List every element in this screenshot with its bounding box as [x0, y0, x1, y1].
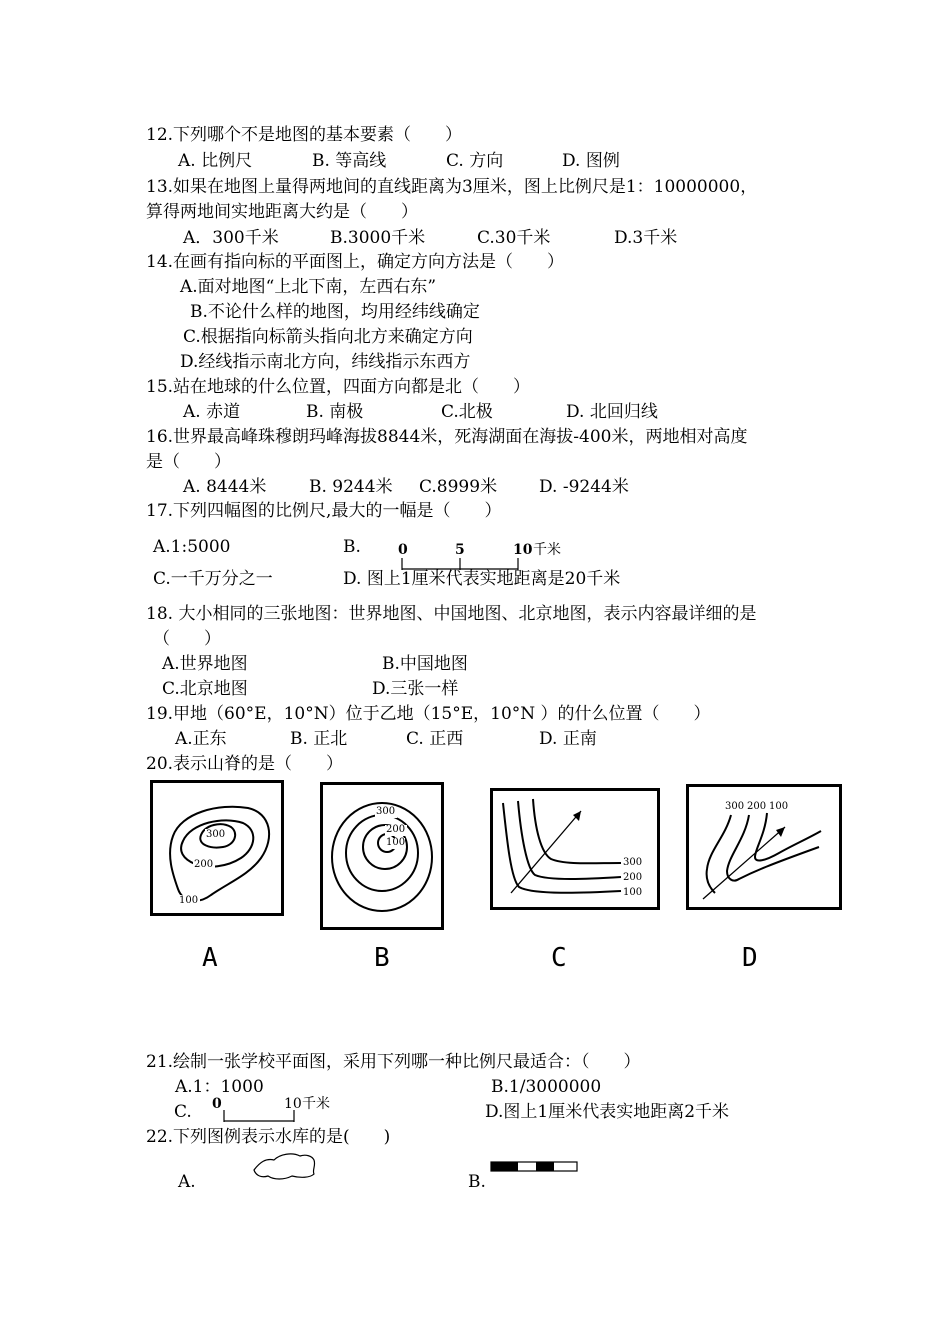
- q17-option-a: A.1:5000: [153, 537, 231, 557]
- q16-stem-line2: 是（ ）: [146, 452, 231, 472]
- q18-stem-line1: 18. 大小相同的三张地图：世界地图、中国地图、北京地图，表示内容最详细的是: [146, 604, 757, 624]
- figure-letter-a: A: [202, 943, 218, 973]
- q12-option-b: B. 等高线: [312, 151, 387, 171]
- q21-option-b: B.1/3000000: [491, 1077, 602, 1097]
- q17-scale-tick-5: 5: [455, 542, 465, 558]
- railway-symbol: [490, 1160, 580, 1174]
- q18-option-b: B.中国地图: [382, 654, 468, 674]
- contour-map-a: [150, 780, 284, 916]
- q21-scale-bar: [222, 1108, 302, 1124]
- q17-scale-tick-10: 10: [513, 542, 533, 558]
- contour-map-c: [490, 788, 660, 910]
- q14-option-a: A.面对地图“上北下南，左西右东”: [180, 277, 437, 297]
- q15-stem: 15.站在地球的什么位置，四面方向都是北（ ）: [146, 377, 531, 397]
- q16-option-d: D. -9244米: [539, 477, 629, 497]
- q13-option-c: C.30千米: [477, 228, 551, 248]
- contour-b-label-200: 200: [386, 824, 406, 835]
- contour-d-label-200: 200: [747, 801, 767, 812]
- contour-c-label-100: 100: [623, 887, 643, 898]
- contour-d-label-100: 100: [769, 801, 789, 812]
- q14-stem: 14.在画有指向标的平面图上，确定方向方法是（ ）: [146, 252, 565, 272]
- contour-a-label-100: 100: [179, 895, 199, 906]
- q22-option-b-label: B.: [468, 1172, 486, 1192]
- q15-option-d: D. 北回归线: [566, 402, 658, 422]
- q21-option-a: A.1：1000: [175, 1077, 264, 1097]
- contour-a-label-200: 200: [194, 859, 214, 870]
- q19-stem: 19.甲地（60°E，10°N）位于乙地（15°E，10°N ）的什么位置（ ）: [146, 704, 711, 724]
- q14-option-b: B.不论什么样的地图，均用经纬线确定: [190, 302, 480, 322]
- q21-scale-tick-10: 10: [284, 1096, 302, 1112]
- q21-scale-unit: 千米: [302, 1096, 330, 1112]
- q15-option-a: A. 赤道: [183, 402, 241, 422]
- q17-stem: 17.下列四幅图的比例尺,最大的一幅是（ ）: [146, 501, 502, 521]
- q15-option-b: B. 南极: [306, 402, 364, 422]
- q12-option-a: A. 比例尺: [178, 151, 253, 171]
- contour-c-label-200: 200: [623, 872, 643, 883]
- figure-letter-d: D: [742, 943, 758, 973]
- q19-option-d: D. 正南: [539, 729, 597, 749]
- q12-option-d: D. 图例: [562, 151, 620, 171]
- q13-stem-line2: 算得两地间实地距离大约是（ ）: [146, 202, 418, 222]
- contour-b-label-100: 100: [386, 837, 406, 848]
- contour-a-label-300: 300: [206, 829, 226, 840]
- figure-letter-c: C: [551, 943, 567, 973]
- q22-stem: 22.下列图例表示水库的是( ): [146, 1127, 391, 1147]
- contour-map-d: [686, 784, 842, 910]
- q22-option-a-label: A.: [178, 1172, 196, 1192]
- q16-option-b: B. 9244米: [309, 477, 393, 497]
- q20-stem: 20.表示山脊的是（ ）: [146, 754, 344, 774]
- q18-option-a: A.世界地图: [162, 654, 248, 674]
- q16-stem-line1: 16.世界最高峰珠穆朗玛峰海拔8844米，死海湖面在海拔-400米，两地相对高度: [146, 427, 748, 447]
- contour-b-label-300: 300: [376, 806, 396, 817]
- q14-option-d: D.经线指示南北方向，纬线指示东西方: [180, 352, 471, 372]
- q17-option-b-label: B.: [343, 537, 361, 557]
- contour-d-label-300: 300: [725, 801, 745, 812]
- q21-option-d: D.图上1厘米代表实地距离2千米: [485, 1102, 730, 1122]
- q17-option-d: D. 图上1厘米代表实地距离是20千米: [343, 569, 621, 589]
- q15-option-c: C.北极: [441, 402, 493, 422]
- q17-option-c: C.一千万分之一: [153, 569, 273, 589]
- q18-stem-line2: （ ）: [153, 629, 221, 649]
- q21-stem: 21.绘制一张学校平面图，采用下列哪一种比例尺最适合：（ ）: [146, 1052, 641, 1072]
- q21-option-c-label: C.: [174, 1102, 192, 1122]
- q19-option-a: A.正东: [175, 729, 227, 749]
- contour-c-label-300: 300: [623, 857, 643, 868]
- q17-scale-unit: 千米: [533, 542, 561, 558]
- q18-option-d: D.三张一样: [372, 679, 459, 699]
- q13-stem-line1: 13.如果在地图上量得两地间的直线距离为3厘米，图上比例尺是1：10000000，: [146, 177, 758, 197]
- q12-stem: 12.下列哪个不是地图的基本要素（ ）: [146, 125, 463, 145]
- q19-option-b: B. 正北: [290, 729, 348, 749]
- q19-option-c: C. 正西: [406, 729, 464, 749]
- contour-map-b: [320, 782, 444, 930]
- figure-letter-b: B: [374, 943, 390, 973]
- q16-option-a: A. 8444米: [183, 477, 267, 497]
- q12-option-c: C. 方向: [446, 151, 504, 171]
- q18-option-c: C.北京地图: [162, 679, 248, 699]
- q13-option-d: D.3千米: [614, 228, 678, 248]
- q13-option-a: A．300千米: [183, 228, 279, 248]
- q17-scale-tick-0: 0: [398, 542, 408, 558]
- reservoir-symbol: [252, 1150, 318, 1182]
- q13-option-b: B.3000千米: [330, 228, 426, 248]
- q21-scale-tick-0: 0: [212, 1096, 222, 1112]
- q14-option-c: C.根据指向标箭头指向北方来确定方向: [183, 327, 473, 347]
- q16-option-c: C.8999米: [419, 477, 498, 497]
